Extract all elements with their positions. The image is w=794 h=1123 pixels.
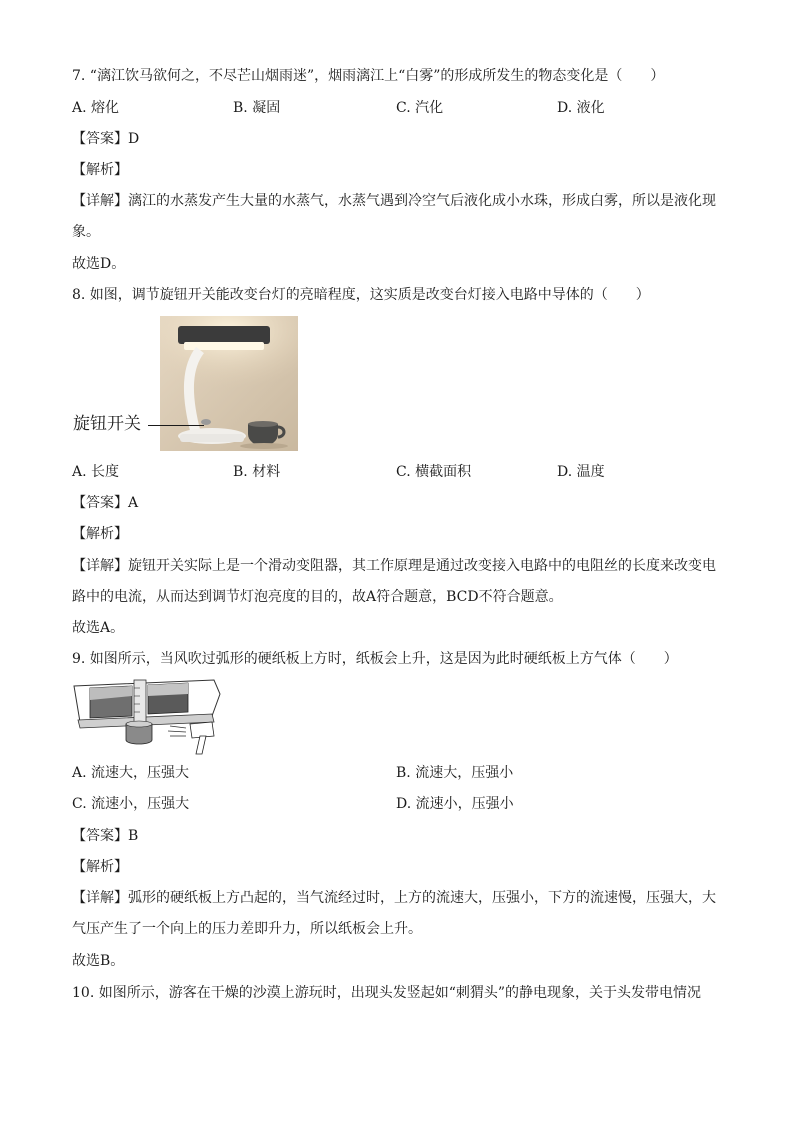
q8-option-c: C. 横截面积 bbox=[396, 464, 472, 480]
q7-detail: 【详解】漓江的水蒸发产生大量的水蒸气，水蒸气遇到冷空气后液化成小水珠，形成白雾，所以是液化现象。 bbox=[72, 193, 716, 240]
q9-option-c: C. 流速小，压强大 bbox=[72, 796, 190, 812]
q8-detail: 【详解】旋钮开关实际上是一个滑动变阻器，其工作原理是通过改变接入电路中的电阻丝的长度来改变电路中的电流，从而达到调节灯泡亮度的目的，故A符合题意，BCD不符合题意。 bbox=[72, 558, 716, 605]
q8-answer: 【答案】A bbox=[72, 495, 139, 511]
q7-option-d: D. 液化 bbox=[557, 100, 605, 116]
q8-analysis: 【解析】 bbox=[72, 526, 128, 542]
q9-stem: 9. 如图所示，当风吹过弧形的硬纸板上方时，纸板会上升，这是因为此时硬纸板上方气体（ ） bbox=[72, 651, 678, 667]
ruler bbox=[134, 680, 146, 724]
q8-option-d: D. 温度 bbox=[557, 464, 605, 480]
q9-detail: 【详解】弧形的硬纸板上方凸起的，当气流经过时，上方的流速大，压强小，下方的流速慢，压强大，大气压产生了一个向上的压力差即升力，所以纸板会上升。 bbox=[72, 890, 716, 937]
q7-option-b: B. 凝固 bbox=[233, 100, 281, 116]
knob-switch-label: 旋钮开关 bbox=[73, 414, 141, 434]
q8-conclusion: 故选A。 bbox=[72, 620, 125, 636]
q7-analysis: 【解析】 bbox=[72, 162, 128, 178]
q9-option-a: A. 流速大，压强大 bbox=[72, 765, 190, 781]
q8-option-a: A. 长度 bbox=[72, 464, 120, 480]
q7-option-c: C. 汽化 bbox=[396, 100, 444, 116]
q9-option-d: D. 流速小，压强小 bbox=[396, 796, 514, 812]
desk-lamp-figure bbox=[160, 316, 298, 451]
q9-conclusion: 故选B。 bbox=[72, 953, 125, 969]
q10-stem: 10. 如图所示，游客在干燥的沙漠上游玩时，出现头发竖起如“刺猬头”的静电现象，关于头发带电情况 bbox=[72, 985, 702, 1001]
q7-option-a: A. 熔化 bbox=[72, 100, 120, 116]
q7-conclusion: 故选D。 bbox=[72, 256, 126, 272]
q9-answer: 【答案】B bbox=[72, 828, 139, 844]
lamp-head bbox=[178, 326, 270, 344]
q9-analysis: 【解析】 bbox=[72, 859, 128, 875]
q8-option-b: B. 材料 bbox=[233, 464, 281, 480]
hair-dryer-icon bbox=[190, 722, 214, 738]
knob-pointer-line bbox=[148, 425, 204, 426]
q9-option-b: B. 流速大，压强小 bbox=[396, 765, 514, 781]
q7-stem: 7. “漓江饮马欲何之，不尽芒山烟雨迷”，烟雨漓江上“白雾”的形成所发生的物态变化是（ ） bbox=[72, 68, 665, 84]
q7-answer: 【答案】D bbox=[72, 131, 140, 147]
cardboard-experiment-figure bbox=[72, 676, 222, 758]
airflow-lines bbox=[170, 726, 186, 728]
q8-stem: 8. 如图，调节旋钮开关能改变台灯的亮暗程度，这实质是改变台灯接入电路中导体的（ ） bbox=[72, 287, 650, 303]
